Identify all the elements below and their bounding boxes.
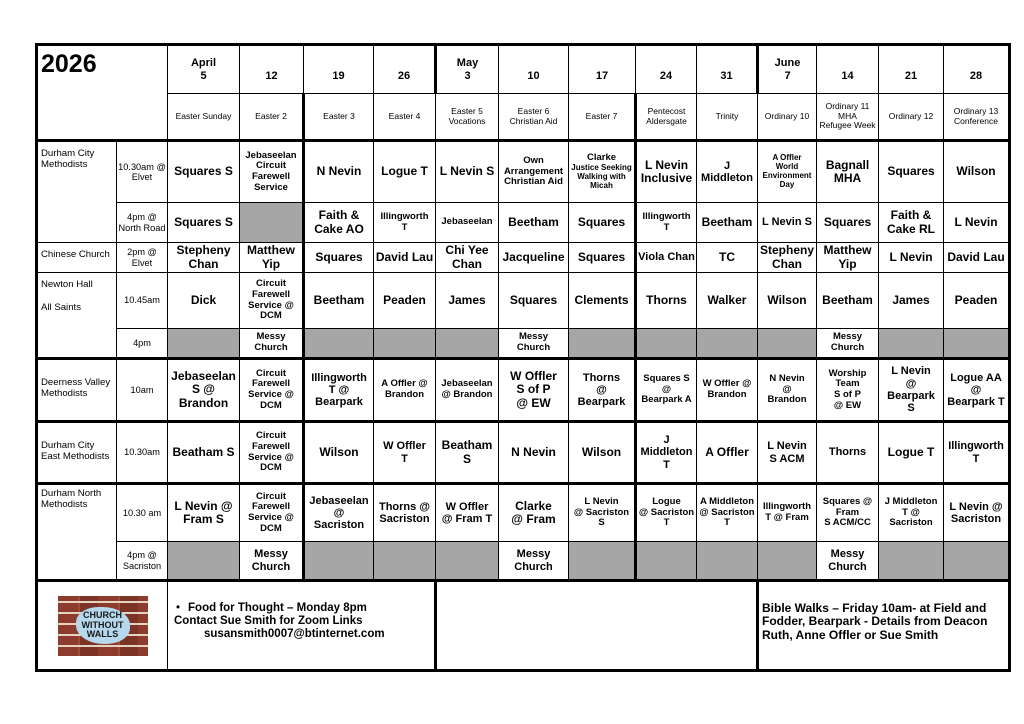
rota-entry: Jebaseelan @ Sacriston [304,484,374,542]
rota-entry: Beatham S [168,422,240,484]
rota-entry: Jebaseelan @ Brandon [436,359,499,422]
rota-entry: Beetham [697,203,758,243]
date-header: 26 [374,45,436,94]
deerness-valley-row [37,359,1010,422]
empty-slot [697,542,758,581]
rota-entry: Thorns [636,273,697,329]
empty-slot [569,329,636,359]
rota-entry: TC [697,243,758,273]
footer-row [37,581,1010,671]
rota-entry: Logue @ Sacriston T [636,484,697,542]
rota-entry: Jacqueline [499,243,569,273]
durham-east-row [37,422,1010,484]
rota-entry: Circuit Farewell Service @ DCM [240,273,304,329]
rota-entry: Messy Church [499,329,569,359]
date-header: 19 [304,45,374,94]
empty-slot [436,329,499,359]
rota-entry: Bagnall MHA [817,141,879,203]
rota-entry: Illingworth T @ Fram [758,484,817,542]
rota-entry: Messy Church [817,542,879,581]
contact-email[interactable]: susansmith0007@btinternet.com [204,627,385,640]
rota-entry: N Nevin [304,141,374,203]
rota-entry: Messy Church [817,329,879,359]
rota-entry: J Middleton [697,141,758,203]
church-name-all-saints: All Saints [41,301,81,313]
church-name: Durham North Methodists [37,484,117,581]
rota-entry: N Nevin @ Brandon [758,359,817,422]
rota-entry: Squares [304,243,374,273]
service-time: 10.45am [117,273,168,329]
occasion-label: Pentecost Aldersgate [636,94,697,141]
rota-entry: Matthew Yip [817,243,879,273]
empty-slot [944,542,1010,581]
date-header: 14 [817,45,879,94]
rota-entry: Jebaseelan S @ Brandon [168,359,240,422]
church-name: Durham City Methodists [37,141,117,243]
rota-entry: David Lau [374,243,436,273]
rota-entry: Beatham S [436,422,499,484]
date-header: 21 [879,45,944,94]
rota-entry: Beetham [817,273,879,329]
rota-entry: Squares [879,141,944,203]
service-time: 4pm [117,329,168,359]
occasion-label: Easter 4 [374,94,436,141]
newton-hall-am-row [37,273,1010,329]
rota-entry: Peaden [374,273,436,329]
rota-entry: Illingworth T [636,203,697,243]
rota-entry: Matthew Yip [240,243,304,273]
rota-entry: J Middleton T [636,422,697,484]
service-time: 4pm @ North Road [117,203,168,243]
date-header: 31 [697,45,758,94]
rota-entry: Circuit Farewell Service @ DCM [240,484,304,542]
rota-entry: Worship Team S of P @ EW [817,359,879,422]
empty-slot [374,542,436,581]
church-without-walls-logo [58,596,148,656]
rota-entry: Thorns @ Bearpark [569,359,636,422]
rota-entry: Logue T [879,422,944,484]
church-name [37,273,117,359]
empty-slot [697,329,758,359]
empty-slot [944,329,1010,359]
preaching-plan-table [35,43,1011,672]
durham-city-am-row [37,141,1010,203]
rota-entry: L Nevin @ Fram S [168,484,240,542]
rota-entry: Thorns [817,422,879,484]
service-time: 4pm @ Sacriston [117,542,168,581]
empty-slot [569,542,636,581]
rota-entry: Jebaseelan [436,203,499,243]
rota-entry: James [436,273,499,329]
rota-entry: Illingworth T @ Bearpark [304,359,374,422]
service-time: 2pm @ Elvet [117,243,168,273]
rota-entry: A Middleton @ Sacriston T [697,484,758,542]
empty-slot [304,329,374,359]
rota-entry: Jebaseelan Circuit Farewell Service [240,141,304,203]
logo-cell [37,581,168,671]
date-header: 12 [240,45,304,94]
empty-slot [304,542,374,581]
rota-entry: Wilson [569,422,636,484]
rota-entry: Messy Church [240,542,304,581]
service-time: 10.30 am [117,484,168,542]
rota-entry: L Nevin S [436,141,499,203]
occasion-label: Ordinary 13 Conference [944,94,1010,141]
church-name: Chinese Church [37,243,117,273]
rota-entry: Messy Church [240,329,304,359]
occasion-label: Easter 6 Christian Aid [499,94,569,141]
date-header: 28 [944,45,1010,94]
occasion-label: Trinity [697,94,758,141]
food-for-thought-notice [168,581,436,671]
plan-year: 2026 [37,45,168,141]
food-line-2: Contact Sue Smith for Zoom Links [174,614,363,627]
rota-entry: David Lau [944,243,1010,273]
rota-entry: Clarke Justice Seeking Walking with Micah [569,141,636,203]
durham-north-am-row [37,484,1010,542]
rota-entry: L Nevin [944,203,1010,243]
header-dates-row [37,45,1010,94]
rota-entry: W Offler S of P @ EW [499,359,569,422]
chinese-church-row [37,243,1010,273]
service-time: 10am [117,359,168,422]
empty-slot [168,542,240,581]
empty-slot [636,542,697,581]
rota-entry: Squares [569,243,636,273]
rota-entry: L Nevin [879,243,944,273]
rota-entry: Viola Chan [636,243,697,273]
rota-entry: Beetham [304,273,374,329]
rota-entry: Beetham [499,203,569,243]
footer-blank-cell [436,581,758,671]
rota-entry: Thorns @ Sacriston [374,484,436,542]
rota-entry: Peaden [944,273,1010,329]
occasion-label: Easter 2 [240,94,304,141]
rota-entry: Faith & Cake AO [304,203,374,243]
rota-entry: A Offler [697,422,758,484]
empty-slot [636,329,697,359]
rota-entry: Faith & Cake RL [879,203,944,243]
empty-slot [374,329,436,359]
rota-entry: Squares @ Fram S ACM/CC [817,484,879,542]
church-name-newton-hall: Newton Hall [41,279,93,290]
bible-walks-notice: Bible Walks – Friday 10am- at Field and Fodder, Bearpark - Details from Deacon Ruth, Anne Offler or Sue Smith [758,581,1010,671]
occasion-label: Easter Sunday [168,94,240,141]
empty-slot [758,542,817,581]
rota-entry: Stepheny Chan [758,243,817,273]
header-occasion-row [37,94,1010,141]
empty-slot [168,329,240,359]
rota-entry: W Offler @ Fram T [436,484,499,542]
occasion-label: Ordinary 11 MHA Refugee Week [817,94,879,141]
rota-entry: Logue AA @ Bearpark T [944,359,1010,422]
durham-city-pm-row [37,203,1010,243]
rota-entry: Chi Yee Chan [436,243,499,273]
empty-slot [879,542,944,581]
date-header: June 7 [758,45,817,94]
rota-entry: L Nevin @ Sacriston S [569,484,636,542]
rota-entry: Squares [569,203,636,243]
empty-slot [879,329,944,359]
rota-entry: Messy Church [499,542,569,581]
occasion-label: Easter 7 [569,94,636,141]
rota-entry: Circuit Farewell Service @ DCM [240,422,304,484]
rota-entry: Squares [817,203,879,243]
bullet-icon: • [176,602,181,614]
rota-entry: A Offler World Environment Day [758,141,817,203]
rota-entry: Squares S @ Bearpark A [636,359,697,422]
rota-entry: Wilson [304,422,374,484]
date-header: 17 [569,45,636,94]
rota-entry: Wilson [758,273,817,329]
rota-entry: Stepheny Chan [168,243,240,273]
rota-entry: Illingworth T [944,422,1010,484]
occasion-label: Easter 3 [304,94,374,141]
date-header: 10 [499,45,569,94]
rota-entry: Clements [569,273,636,329]
rota-entry: James [879,273,944,329]
rota-entry: Walker [697,273,758,329]
rota-entry: L Nevin S ACM [758,422,817,484]
rota-entry: L Nevin @ Sacriston [944,484,1010,542]
rota-entry: Circuit Farewell Service @ DCM [240,359,304,422]
newton-hall-pm-row [37,329,1010,359]
empty-slot [240,203,304,243]
rota-entry: W Offler T [374,422,436,484]
rota-entry: Wilson [944,141,1010,203]
rota-entry: L Nevin @ Bearpark S [879,359,944,422]
date-header: May 3 [436,45,499,94]
rota-entry: Logue T [374,141,436,203]
service-time: 10.30am [117,422,168,484]
occasion-label: Ordinary 10 [758,94,817,141]
rota-entry: Squares S [168,141,240,203]
food-line-1: Food for Thought – Monday 8pm [188,602,367,614]
empty-slot [436,542,499,581]
rota-entry: W Offler @ Brandon [697,359,758,422]
occasion-label: Ordinary 12 [879,94,944,141]
logo-text: CHURCH WITHOUT WALLS [76,607,130,643]
rota-entry: Squares S [168,203,240,243]
occasion-label: Easter 5 Vocations [436,94,499,141]
rota-entry: Own Arrangement Christian Aid [499,141,569,203]
rota-entry: L Nevin Inclusive [636,141,697,203]
empty-slot [758,329,817,359]
rota-entry: Illingworth T [374,203,436,243]
church-name: Deerness Valley Methodists [37,359,117,422]
rota-entry: J Middleton T @ Sacriston [879,484,944,542]
durham-north-pm-row [37,542,1010,581]
date-header: April 5 [168,45,240,94]
rota-entry: N Nevin [499,422,569,484]
rota-entry: L Nevin S [758,203,817,243]
rota-entry: Squares [499,273,569,329]
rota-entry: A Offler @ Brandon [374,359,436,422]
church-name: Durham City East Methodists [37,422,117,484]
service-time: 10.30am @ Elvet [117,141,168,203]
rota-entry: Clarke @ Fram [499,484,569,542]
rota-entry: Dick [168,273,240,329]
date-header: 24 [636,45,697,94]
